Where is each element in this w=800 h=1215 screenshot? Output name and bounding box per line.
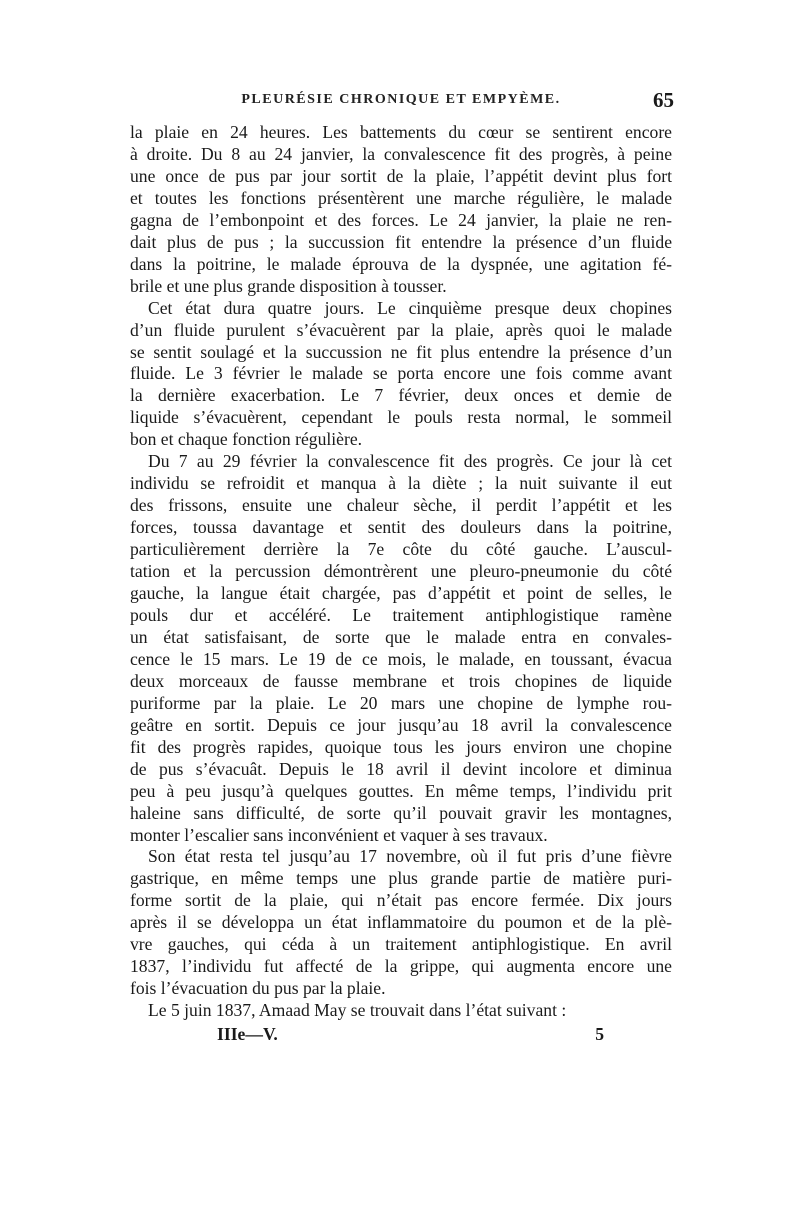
page-header: [130, 88, 674, 122]
text-line: vre gauches, qui céda à un traitement antiphlogistique. En avril: [130, 934, 672, 955]
paragraph: [130, 846, 672, 1000]
running-title: PLEURÉSIE CHRONIQUE ET EMPYÈME.: [241, 92, 561, 107]
text-line: forme sortit de la plaie, qui n’était pas encore fermée. Dix jours: [130, 890, 672, 911]
text-line: brile et une plus grande disposition à tousser.: [130, 275, 447, 296]
text-line: dait plus de pus ; la succussion fit entendre la présence d’un fluide: [130, 231, 672, 252]
text-line: fois l’évacuation du pus par la plaie.: [130, 978, 386, 999]
text-line: la plaie en 24 heures. Les battements du cœur se sentirent encore: [130, 122, 672, 142]
text-line: Du 7 au 29 février la convalescence fit des progrès. Ce jour là cet: [148, 451, 672, 472]
text-line: une once de pus par jour sortit de la plaie, l’appétit devint plus fort: [130, 165, 672, 186]
text-line: tation et la percussion démontrèrent une pleuro-pneumonie du côté: [130, 561, 672, 582]
text-line: gastrique, en même temps une plus grande partie de matière puri-: [130, 868, 672, 889]
text-line: la dernière exacerbation. Le 7 février, deux onces et demie de: [130, 385, 672, 406]
text-line: à droite. Du 8 au 24 janvier, la convalescence fit des progrès, à peine: [130, 143, 672, 164]
text-line: pouls dur et accéléré. Le traitement antiphlogistique ramène: [130, 604, 672, 625]
text-line: forces, toussa davantage et sentit des douleurs dans la poitrine,: [130, 517, 672, 538]
text-line: bon et chaque fonction régulière.: [130, 429, 363, 450]
text-line: individu se refroidit et manqua à la diète ; la nuit suivante il eut: [130, 473, 672, 494]
text-line: d’un fluide purulent s’évacuèrent par la plaie, après quoi le malade: [130, 319, 672, 340]
text-line: après il se développa un état inflammatoire du poumon et de la plè-: [130, 912, 672, 933]
text-line: peu à peu jusqu’à quelques gouttes. En même temps, l’individu prit: [130, 780, 672, 801]
page-number: 65: [653, 88, 674, 112]
text-line: fit des progrès rapides, quoique tous les jours environ une chopine: [130, 736, 672, 757]
text-line: deux morceaux de fausse membrane et trois chopines de liquide: [130, 670, 672, 691]
text-line: et toutes les fonctions présentèrent une marche régulière, le malade: [130, 187, 672, 208]
paragraph: [130, 1000, 672, 1022]
paragraph: [130, 122, 672, 298]
sheet-number: 5: [595, 1024, 604, 1045]
page-footer: [130, 1024, 672, 1048]
text-line: Son état resta tel jusqu’au 17 novembre, où il fut pris d’une fièvre: [148, 846, 672, 867]
text-line: cence le 15 mars. Le 19 de ce mois, le malade, en toussant, évacua: [130, 648, 672, 669]
text-line: gauche, la langue était chargée, pas d’appétit et point de selles, le: [130, 583, 672, 604]
page: [130, 88, 674, 1048]
paragraph: [130, 298, 672, 452]
text-line: fluide. Le 3 février le malade se porta encore une fois comme avant: [130, 363, 672, 384]
text-line: geâtre en sortit. Depuis ce jour jusqu’au 18 avril la convalescence: [130, 714, 672, 735]
text-line: dans la poitrine, le malade éprouva de la dyspnée, une agitation fé-: [130, 253, 672, 274]
text-line: puriforme par la plaie. Le 20 mars une chopine de lymphe rou-: [130, 692, 672, 713]
text-line: 1837, l’individu fut affecté de la grippe, qui augmenta encore une: [130, 956, 672, 977]
text-line: gagna de l’embonpoint et des forces. Le 24 janvier, la plaie ne ren-: [130, 209, 672, 230]
text-line: liquide s’évacuèrent, cependant le pouls resta normal, le sommeil: [130, 407, 672, 428]
text-line: Le 5 juin 1837, Amaad May se trouvait dans l’état suivant :: [148, 1000, 567, 1021]
signature-mark: IIIe—V.: [217, 1024, 278, 1045]
text-line: de pus s’évacuât. Depuis le 18 avril il devint incolore et diminua: [130, 758, 672, 779]
paragraph: [130, 451, 672, 846]
text-line: Cet état dura quatre jours. Le cinquième presque deux chopines: [148, 297, 672, 318]
text-line: un état satisfaisant, de sorte que le malade entra en convales-: [130, 626, 672, 647]
text-line: des frissons, ensuite une chaleur sèche, il perdit l’appétit et les: [130, 495, 672, 516]
text-line: haleine sans difficulté, de sorte qu’il pouvait gravir les montagnes,: [130, 802, 672, 823]
body-text: [130, 122, 672, 1022]
text-line: se sentit soulagé et la succussion ne fit plus entendre la présence d’un: [130, 341, 672, 362]
text-line: particulièrement derrière la 7e côte du côté gauche. L’auscul-: [130, 539, 672, 560]
text-line: monter l’escalier sans inconvénient et vaquer à ses travaux.: [130, 824, 548, 845]
